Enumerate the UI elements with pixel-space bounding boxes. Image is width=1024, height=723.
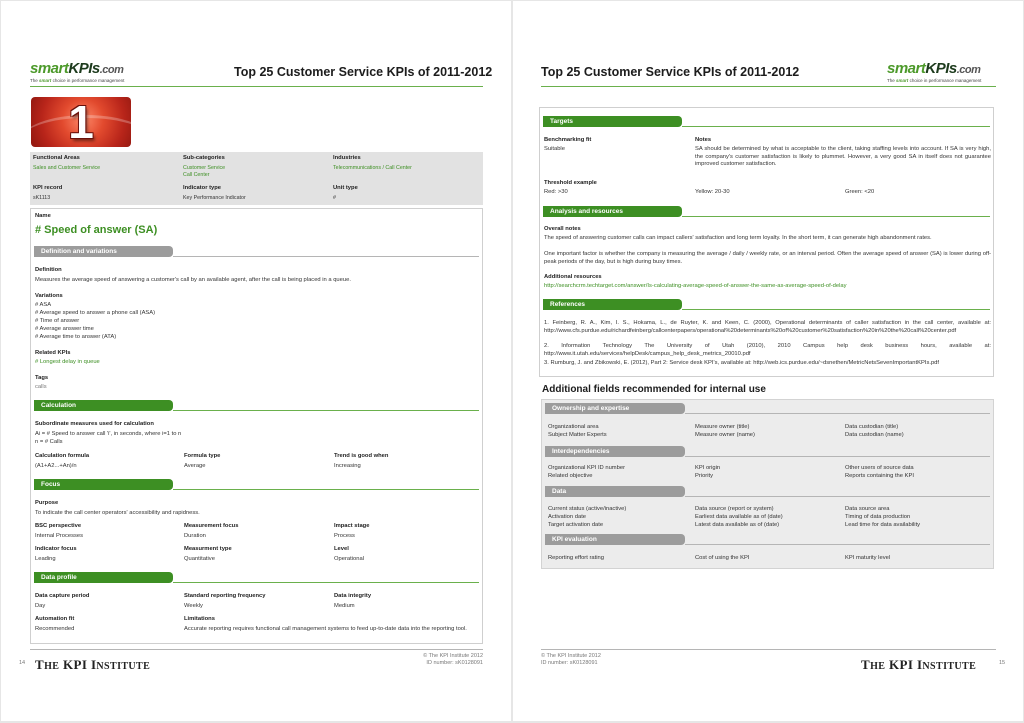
id-number: ID number: sK0128091 xyxy=(426,660,483,667)
purpose-value: To indicate the call center operators' accessibility and rapidness. xyxy=(35,510,200,516)
logo-dotcom: .com xyxy=(99,64,124,76)
ownership-band-line xyxy=(685,413,990,414)
data-band-line xyxy=(685,496,990,497)
wordmark-nstitute: NSTITUTE xyxy=(96,661,151,672)
data-field: Data source area xyxy=(845,506,890,512)
wordmark-kpi: KPI xyxy=(62,657,88,672)
wordmark-kpi: KPI xyxy=(888,657,914,672)
ownership-band: Ownership and expertise xyxy=(545,403,685,414)
unit-type-value: # xyxy=(333,195,336,201)
indicator-focus-value: Leading xyxy=(35,556,56,562)
threshold-label: Threshold example xyxy=(544,180,597,186)
data-profile-band: Data profile xyxy=(34,572,173,583)
data-field: Lead time for data availability xyxy=(845,522,921,528)
variation-item: # Average time to answer (ATA) xyxy=(35,334,117,340)
ownership-field: Data custodian (title) xyxy=(845,424,899,430)
tagline-bold: smart xyxy=(896,78,909,83)
additional-fields-title: Additional fields recommended for internal use xyxy=(542,384,766,395)
interdependency-field: Reports containing the KPI xyxy=(845,473,914,479)
kpi-meta-box xyxy=(30,152,483,205)
variations-label: Variations xyxy=(35,293,63,299)
footer-rule xyxy=(30,649,483,650)
logo-kpis: KPIs xyxy=(68,60,100,77)
functional-areas-label: Functional Areas xyxy=(33,155,80,161)
focus-band-line xyxy=(173,489,479,490)
interdependency-field: Priority xyxy=(695,473,714,479)
measurement-focus-value: Duration xyxy=(184,533,206,539)
smartkpis-logo xyxy=(887,61,981,84)
impact-stage-label: Impact stage xyxy=(334,523,370,529)
logo-dotcom: .com xyxy=(956,64,981,76)
formula-value: (A1+A2...+An)/n xyxy=(35,463,77,469)
kpi-detail-card xyxy=(30,208,483,644)
evaluation-field: Cost of using the KPI xyxy=(695,555,750,561)
tagline-bold: smart xyxy=(39,78,52,83)
automation-fit-label: Automation fit xyxy=(35,616,75,622)
threshold-yellow: Yellow: 20-30 xyxy=(695,189,730,195)
kpi-name: # Speed of answer (SA) xyxy=(35,224,158,236)
ownership-field: Measure owner (name) xyxy=(695,432,755,438)
rank-badge xyxy=(31,97,131,147)
interdependencies-band: Interdependencies xyxy=(545,446,685,457)
left-page xyxy=(1,1,511,721)
industries-label: Industries xyxy=(333,155,361,161)
reference-3: 3. Rumburg, J. and Zbikowski, E. (2012), Part 2: Service desk KPI's, available at: http://web.ics.purdue.edu/~dsnethen/MetricNetsSevenImportantKPIs.pdf xyxy=(544,360,940,366)
kpi-record-value: sK1113 xyxy=(33,195,51,201)
data-field: Timing of data production xyxy=(845,514,911,520)
ownership-field: Organizational area xyxy=(548,424,599,430)
indicator-focus-label: Indicator focus xyxy=(35,546,77,552)
additional-resources-label: Additional resources xyxy=(544,274,602,280)
document-title: Top 25 Customer Service KPIs of 2011-2012 xyxy=(541,65,800,79)
targets-band: Targets xyxy=(543,116,682,127)
capture-period-label: Data capture period xyxy=(35,593,90,599)
data-field: Current status (active/inactive) xyxy=(548,506,627,512)
tagline-prefix: The xyxy=(30,78,38,83)
functional-areas-value: Sales and Customer Service xyxy=(33,165,101,171)
trend-value: Increasing xyxy=(334,463,361,469)
tagline-prefix: The xyxy=(887,78,895,83)
notes-value: SA should be determined by what is acceptable to the client, taking staffing levels into account. If SA is very high, the company's customer satisfaction is likely to plummet. However, a very good SA in itself does not guarantee improved customer satisfaction. xyxy=(695,146,991,168)
reporting-frequency-value: Weekly xyxy=(184,603,203,609)
targets-band-line xyxy=(682,126,990,127)
kpi-record-label: KPI record xyxy=(33,185,63,191)
subordinate-measure-1: Ai = # Speed to answer call 'i', in seconds, where i=1 to n xyxy=(35,431,182,437)
page-number: 15 xyxy=(999,660,1006,666)
kpi-analysis-card xyxy=(539,107,994,377)
id-number: ID number: sK0128091 xyxy=(541,660,598,667)
ownership-field: Subject Matter Experts xyxy=(548,432,607,438)
logo-kpis: KPIs xyxy=(925,60,957,77)
right-page xyxy=(513,1,1023,721)
interdependency-field: KPI origin xyxy=(695,465,721,471)
wordmark-i: I xyxy=(90,657,97,672)
evaluation-field: KPI maturity level xyxy=(845,555,891,561)
reporting-frequency-label: Standard reporting frequency xyxy=(184,593,266,599)
kpi-evaluation-band: KPI evaluation xyxy=(545,534,685,545)
industries-value: Telecommunications / Call Center xyxy=(333,165,412,171)
impact-stage-value: Process xyxy=(334,533,355,539)
resource-link[interactable]: http://searchcrm.techtarget.com/answer/Is-calculating-average-speed-of-answer-the-same-as-average-speed-of-delay xyxy=(544,283,847,289)
header-rule xyxy=(30,86,483,87)
name-label: Name xyxy=(35,213,51,219)
calculation-band-line xyxy=(173,410,479,411)
level-label: Level xyxy=(334,546,349,552)
footer-rule xyxy=(541,649,996,650)
definition-band-line xyxy=(173,256,479,257)
threshold-green: Green: <20 xyxy=(845,189,875,195)
interdependency-field: Related objective xyxy=(548,473,593,479)
subordinate-label: Subordinate measures used for calculation xyxy=(35,421,154,427)
reference-2: 2. Information Technology The University of Utah (2010), 2010 Campus help desk business hours, available at: http://www.it.utah.edu/services/helpDesk/campus_help_desk_metrics_20010.pdf xyxy=(544,343,991,357)
data-profile-band-line xyxy=(173,582,479,583)
subordinate-measure-2: n = # Calls xyxy=(35,439,63,445)
reference-1: 1. Feinberg, R. A., Kim, I. S., Hokama, L., de Ruyter, K. and Keen, C. (2000), Operational determinants of caller satisfaction in the call center, available at: http://www.cfs.purdue.edu/richardfeinberg/callcenterpapers/operational%20determinants%20of%20customer%20satisfaction%20in%20the%20call%20center.pdf xyxy=(544,320,991,334)
wordmark-t: T xyxy=(861,657,871,672)
data-field: Target activation date xyxy=(548,522,604,528)
tags-label: Tags xyxy=(35,375,49,381)
copyright: © The KPI Institute 2012 xyxy=(541,653,601,659)
capture-period-value: Day xyxy=(35,603,46,609)
logo-smart: smart xyxy=(30,60,69,77)
wordmark-nstitute: NSTITUTE xyxy=(922,661,977,672)
tags-value: calls xyxy=(35,384,47,390)
limitations-label: Limitations xyxy=(184,616,215,622)
bsc-perspective-label: BSC perspective xyxy=(35,523,82,529)
tagline-suffix: choice in performance management xyxy=(52,78,125,83)
subcategories-value-2: Call Center xyxy=(183,172,210,178)
analysis-band: Analysis and resources xyxy=(543,206,682,217)
analysis-band-line xyxy=(682,216,990,217)
interdependency-field: Other users of source data xyxy=(845,465,914,471)
focus-band: Focus xyxy=(34,479,173,490)
tagline-suffix: choice in performance management xyxy=(909,78,982,83)
rank-number: 1 xyxy=(68,97,94,147)
formula-type-label: Formula type xyxy=(184,453,221,459)
wordmark-he: HE xyxy=(870,661,886,672)
evaluation-field: Reporting effort rating xyxy=(548,555,604,561)
wordmark-t: T xyxy=(35,657,45,672)
overall-notes-1: The speed of answering customer calls can impact callers' satisfaction and long term loyalty. In the short term, it can generate high abandonment rates. xyxy=(544,235,932,241)
data-integrity-value: Medium xyxy=(334,603,355,609)
kpi-institute-wordmark xyxy=(861,657,976,674)
data-field: Data source (report or system) xyxy=(695,506,774,512)
formula-label: Calculation formula xyxy=(35,453,90,459)
variation-item: # Average speed to answer a phone call (ASA) xyxy=(35,310,156,316)
copyright-block xyxy=(541,653,601,667)
overall-notes-label: Overall notes xyxy=(544,226,581,232)
measurement-type-value: Quantitative xyxy=(184,556,215,562)
wordmark-i: I xyxy=(916,657,923,672)
variation-item: # Time of answer xyxy=(35,318,80,324)
document-title: Top 25 Customer Service KPIs of 2011-2012 xyxy=(234,65,493,79)
subcategories-value-1: Customer Service xyxy=(183,165,226,171)
interdependencies-band-line xyxy=(685,456,990,457)
overall-notes-2: One important factor is whether the company is measuring the average / daily / weekly rate, or an interval period. Often the average speed of answer (SA) is lower during off-peak periods of the day, but is high during busy times. xyxy=(544,251,991,265)
data-field: Earliest data available as of (date) xyxy=(695,514,783,520)
ownership-field: Data custodian (name) xyxy=(845,432,904,438)
formula-type-value: Average xyxy=(184,463,206,469)
smartkpis-logo xyxy=(30,61,124,84)
definition-label: Definition xyxy=(35,267,62,273)
wordmark-he: HE xyxy=(44,661,60,672)
ownership-field: Measure owner (title) xyxy=(695,424,750,430)
indicator-type-label: Indicator type xyxy=(183,185,222,191)
copyright: © The KPI Institute 2012 xyxy=(423,653,483,659)
bsc-perspective-value: Internal Processes xyxy=(35,533,84,539)
trend-label: Trend is good when xyxy=(334,453,389,459)
additional-fields-box xyxy=(541,399,994,569)
interdependency-field: Organizational KPI ID number xyxy=(548,465,626,471)
references-band: References xyxy=(543,299,682,310)
measurement-focus-label: Measurement focus xyxy=(184,523,239,529)
variation-item: # Average answer time xyxy=(35,326,94,332)
references-band-line xyxy=(682,309,990,310)
automation-fit-value: Recommended xyxy=(35,626,75,632)
data-integrity-label: Data integrity xyxy=(334,593,372,599)
notes-label: Notes xyxy=(695,137,712,143)
variation-item: # ASA xyxy=(35,302,52,308)
unit-type-label: Unit type xyxy=(333,185,358,191)
data-field: Activation date xyxy=(548,514,587,520)
copyright-block xyxy=(423,653,483,667)
limitations-value: Accurate reporting requires functional call management systems to feed up-to-date data into the reporting tool. xyxy=(184,626,467,632)
related-kpis-label: Related KPIs xyxy=(35,350,71,356)
benchmarking-value: Suitable xyxy=(544,146,565,152)
data-band: Data xyxy=(545,486,685,497)
calculation-band: Calculation xyxy=(34,400,173,411)
threshold-red: Red: >30 xyxy=(544,189,568,195)
purpose-label: Purpose xyxy=(35,500,59,506)
data-field: Latest data available as of (date) xyxy=(695,522,780,528)
definition-text: Measures the average speed of answering a customer's call by an available agent, after the call is being placed in a queue. xyxy=(35,277,351,283)
measurement-type-label: Measurment type xyxy=(184,546,232,552)
indicator-type-value: Key Performance Indicator xyxy=(183,195,246,201)
header-rule xyxy=(541,86,996,87)
benchmarking-label: Benchmarking fit xyxy=(544,137,592,143)
subcategories-label: Sub-categories xyxy=(183,155,225,161)
definition-band: Definition and variations xyxy=(34,246,173,257)
logo-smart: smart xyxy=(887,60,926,77)
kpi-evaluation-band-line xyxy=(685,544,990,545)
page-number: 14 xyxy=(19,660,26,666)
related-kpi-link[interactable]: # Longest delay in queue xyxy=(35,359,100,365)
level-value: Operational xyxy=(334,556,364,562)
kpi-institute-wordmark xyxy=(35,657,150,674)
